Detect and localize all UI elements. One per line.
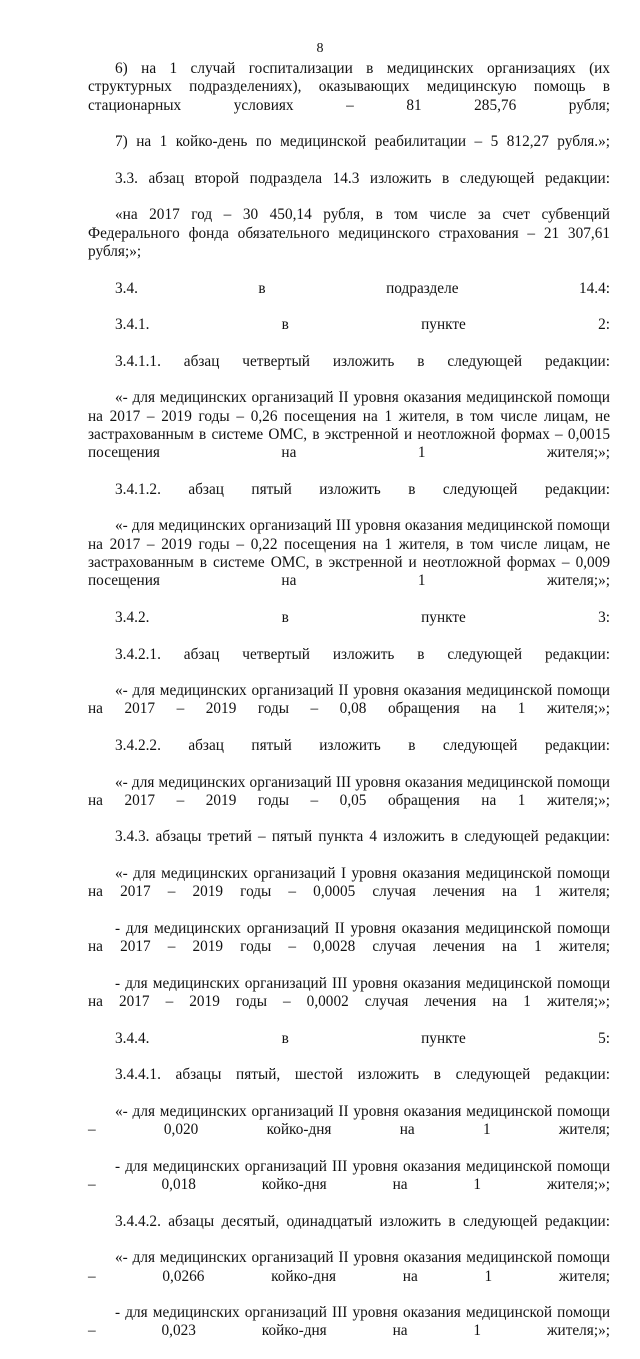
paragraph: 3.4.4.1. абзацы пятый, шестой изложить в следующей редакции: — [115, 1066, 610, 1084]
paragraph: 7) на 1 койко-день по медицинской реабилитации – 5 812,27 рубля.»; — [115, 133, 610, 151]
paragraph: 3.4. в подразделе 14.4: — [115, 279, 610, 297]
paragraph: 3.3. абзац второй подраздела 14.3 изложить в следующей редакции: — [115, 169, 610, 187]
paragraph: - для медицинских организаций III уровня оказания медицинской помощи – 0,023 койко-дня на 1 жителя;»; — [88, 1304, 610, 1340]
paragraph: «- для медицинских организаций III уровня оказания медицинской помощи на 2017 – 2019 годы – 0,22 посещения на 1 жителя, в том числе лицам, не застрахованным в системе ОМС, в экстренной и неотложной формах – 0,009 посещения на 1 жителя;»; — [88, 517, 610, 590]
paragraph: - для медицинских организаций III уровня оказания медицинской помощи – 0,018 койко-дня на 1 жителя;»; — [88, 1157, 610, 1194]
paragraph: «на 2017 год – 30 450,14 рубля, в том числе за счет субвенций Федерального фонда обязательного медицинского страхования – 21 307,61 рубля;»; — [88, 206, 610, 260]
paragraph: 3.4.1. в пункте 2: — [115, 316, 610, 334]
paragraph: «- для медицинских организаций I уровня оказания медицинской помощи на 2017 – 2019 годы – 0,0005 случая лечения на 1 жителя; — [88, 865, 610, 901]
paragraph: «- для медицинских организаций II уровня оказания медицинской помощи на 2017 – 2019 годы – 0,08 обращения на 1 жителя;»; — [88, 682, 610, 718]
paragraph: - для медицинских организаций II уровня оказания медицинской помощи на 2017 – 2019 годы – 0,0028 случая лечения на 1 жителя; — [88, 919, 610, 956]
page-number: 8 — [316, 41, 324, 56]
paragraph: 3.4.4. в пункте 5: — [115, 1029, 610, 1047]
paragraph: 3.4.2.1. абзац четвертый изложить в следующей редакции: — [115, 645, 610, 663]
paragraph: - для медицинских организаций III уровня оказания медицинской помощи на 2017 – 2019 годы – 0,0002 случая лечения на 1 жителя;»; — [88, 974, 610, 1011]
paragraph: 3.4.3. абзацы третий – пятый пункта 4 изложить в следующей редакции: — [115, 828, 610, 846]
paragraph: «- для медицинских организаций III уровня оказания медицинской помощи на 2017 – 2019 годы – 0,05 обращения на 1 жителя;»; — [88, 773, 610, 809]
paragraph: «- для медицинских организаций II уровня оказания медицинской помощи на 2017 – 2019 годы – 0,26 посещения на 1 жителя, в том числе лицам, не застрахованным в системе ОМС, в экстренной и неотложной формах – 0,0015 посещения на 1 жителя;»; — [88, 389, 610, 462]
paragraph: «- для медицинских организаций II уровня оказания медицинской помощи – 0,0266 койко-дня на 1 жителя; — [88, 1249, 610, 1285]
paragraph: 3.4.2. в пункте 3: — [115, 608, 610, 626]
paragraph: «- для медицинских организаций II уровня оказания медицинской помощи – 0,020 койко-дня на 1 жителя; — [88, 1102, 610, 1139]
paragraph: 6) на 1 случай госпитализации в медицинских организациях (их структурных подразделениях), оказывающих медицинскую помощь в стационарных условиях – 81 285,76 рубля; — [88, 60, 610, 114]
paragraph: 3.4.2.2. абзац пятый изложить в следующей редакции: — [115, 736, 610, 754]
paragraph: 3.4.4.2. абзацы десятый, одинадцатый изложить в следующей редакции: — [115, 1212, 610, 1230]
document-body — [88, 60, 610, 1359]
paragraph: 3.4.1.1. абзац четвертый изложить в следующей редакции: — [115, 352, 610, 370]
paragraph: 3.4.1.2. абзац пятый изложить в следующей редакции: — [115, 480, 610, 498]
